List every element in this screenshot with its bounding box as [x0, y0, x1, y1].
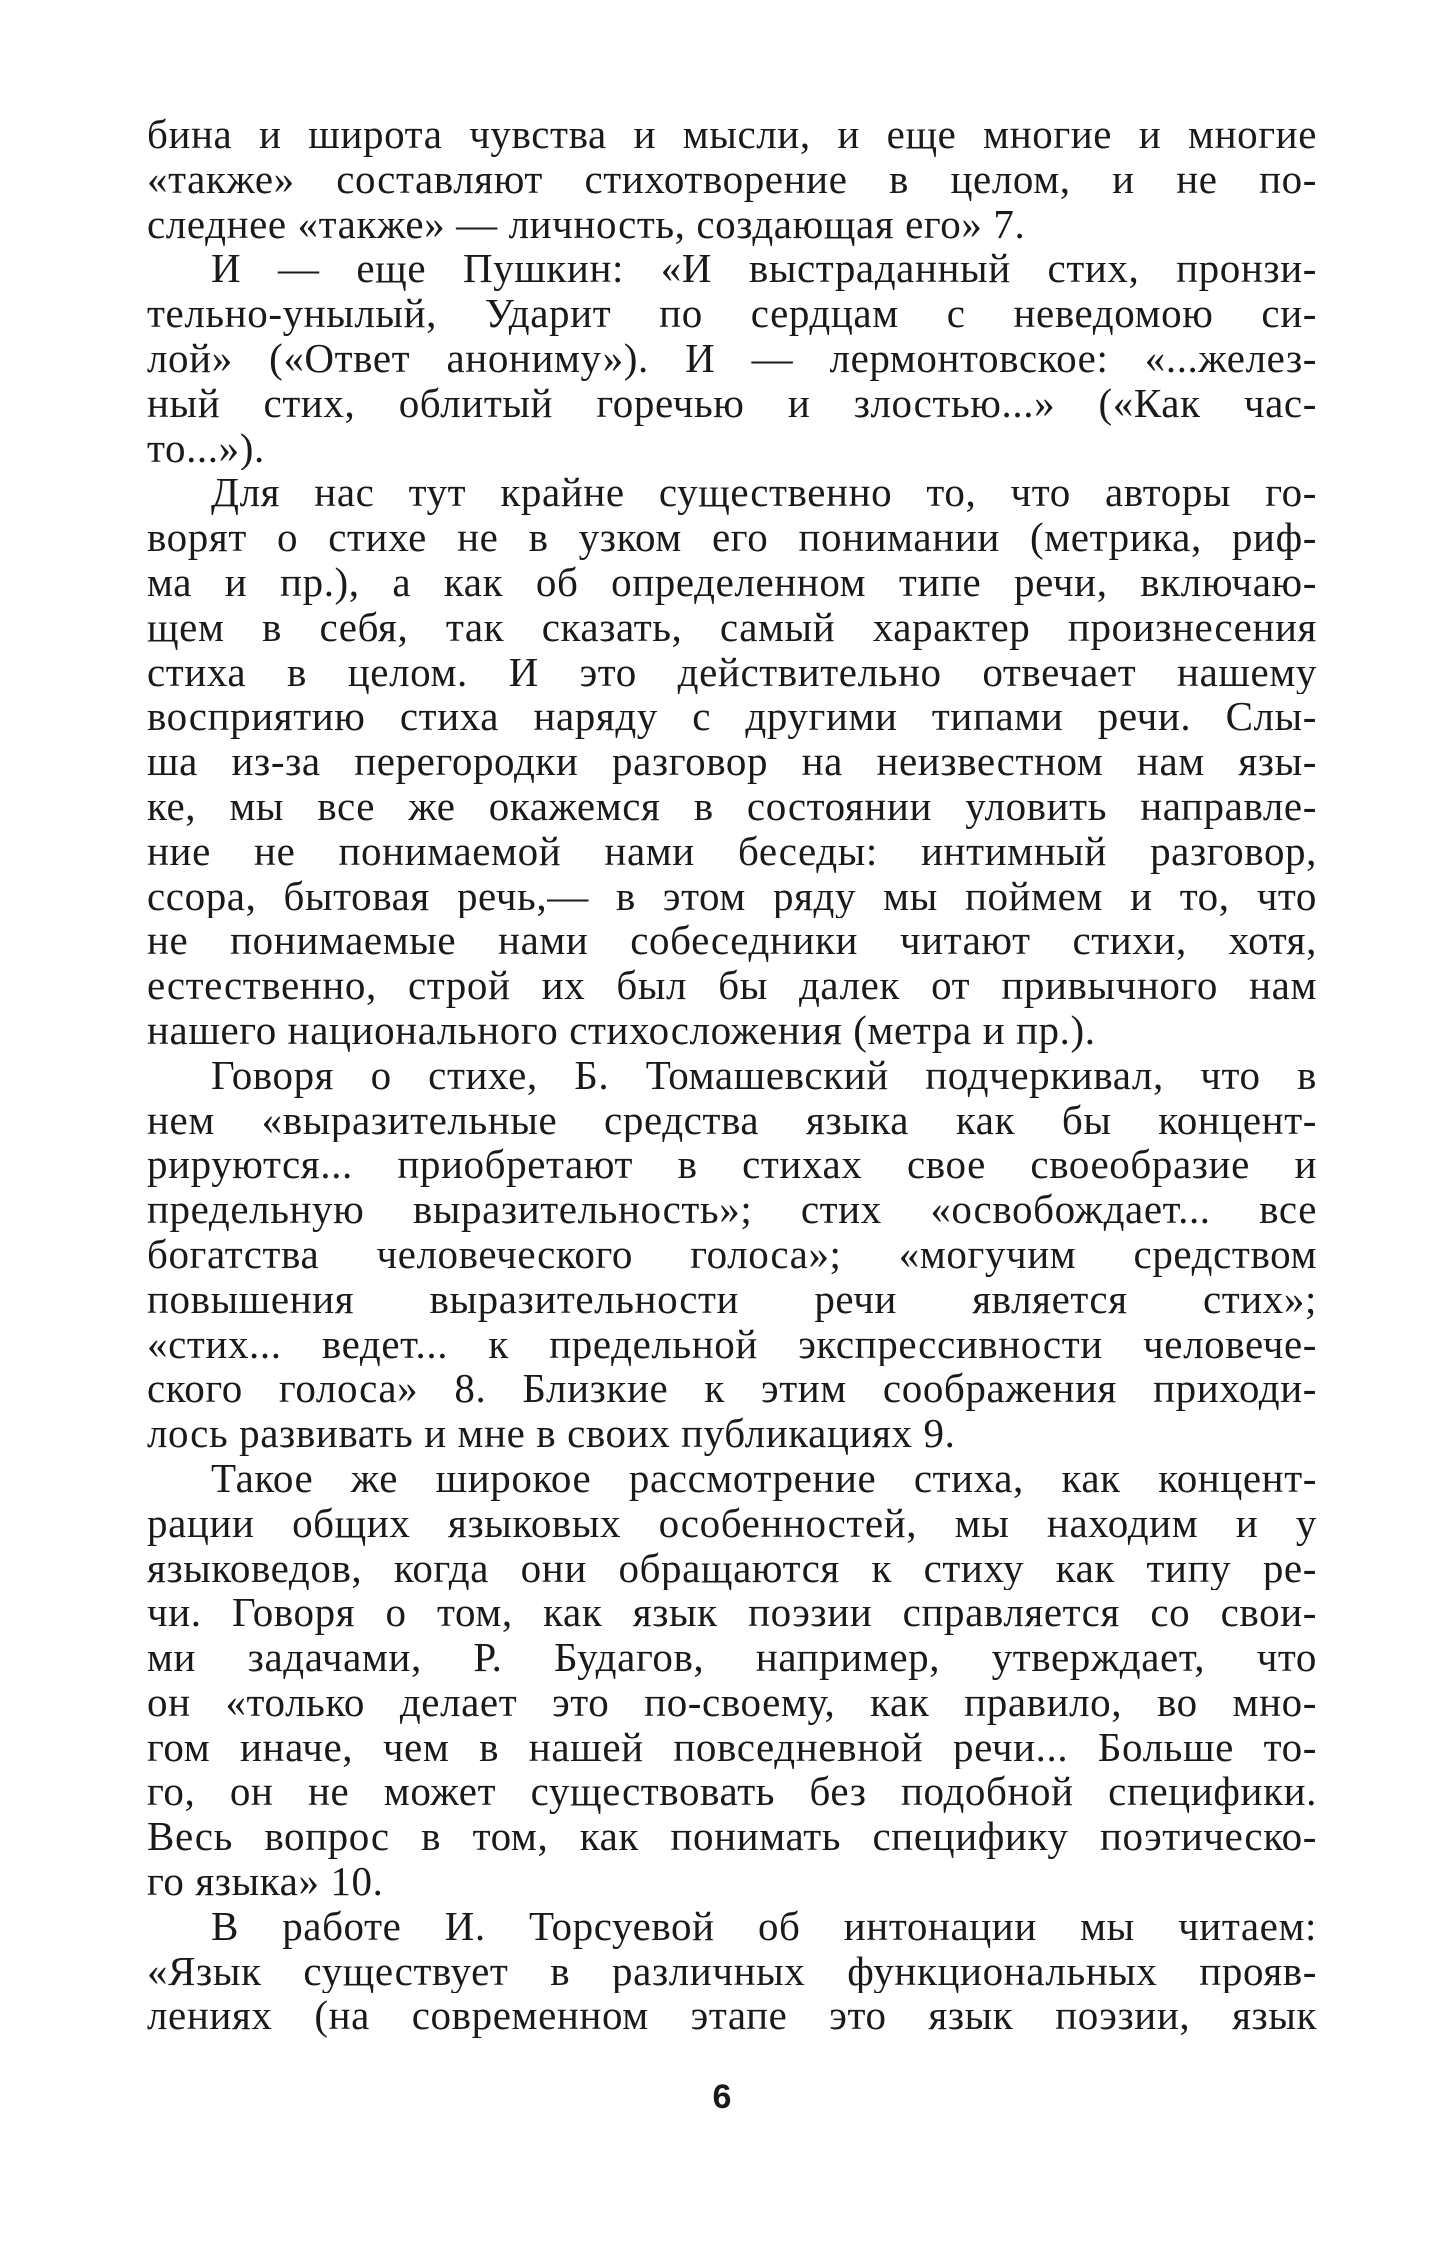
text-line: языковедов, когда они обращаются к стиху как типу ре-	[147, 1545, 1317, 1591]
text-line: то...»).	[147, 425, 265, 471]
text-line: «стих... ведет... к предельной экспрессивности человече-	[147, 1321, 1317, 1367]
text-line: го языка» 10.	[147, 1859, 384, 1904]
text-line: восприятию стиха наряду с другими типами речи. Слы-	[147, 694, 1317, 740]
text-line: богатства человеческого голоса»; «могучим средством	[147, 1231, 1317, 1277]
text-line: ворят о стихе не в узком его понимании (метрика, риф-	[147, 515, 1317, 560]
text-line: ный стих, облитый горечью и злостью...» («Как час-	[147, 380, 1317, 426]
paragraph-3	[147, 470, 1317, 1052]
text-line: ке, мы все же окажемся в состоянии уловить направле-	[147, 783, 1317, 829]
text-line: стиха в целом. И это действительно отвечает нашему	[147, 649, 1317, 695]
text-line: гом иначе, чем в нашей повседневной речи... Больше то-	[147, 1724, 1317, 1770]
text-line: И — еще Пушкин: «И выстраданный стих, пронзи-	[211, 246, 1317, 292]
text-line: ского голоса» 8. Близкие к этим соображения приходи-	[147, 1366, 1317, 1412]
text-line: лениях (на современном этапе это язык поэзии, язык	[147, 1993, 1317, 2039]
text-line: Весь вопрос в том, как понимать специфику поэтическо-	[147, 1814, 1317, 1860]
paragraph-5	[147, 1456, 1317, 1904]
text-line: рируются... приобретают в стихах свое своеобразие и	[147, 1142, 1317, 1188]
text-line: ние не понимаемой нами беседы: интимный разговор,	[147, 828, 1317, 874]
text-line: бина и широта чувства и мысли, и еще многие и многие	[147, 112, 1317, 157]
page-body	[147, 112, 1317, 2038]
page-number: 6	[712, 2078, 733, 2116]
text-line: следнее «также» — личность, создающая его» 7.	[147, 201, 1026, 247]
paragraph-1	[147, 112, 1317, 246]
text-line: нашего национального стихосложения (метра и пр.).	[147, 1007, 1096, 1053]
text-line: ми задачами, Р. Будагов, например, утверждает, что	[147, 1635, 1317, 1680]
text-line: Такое же широкое рассмотрение стиха, как концент-	[211, 1455, 1317, 1501]
text-line: тельно-унылый, Ударит по сердцам с неведомою си-	[147, 291, 1317, 336]
text-line: го, он не может существовать без подобной специфики.	[147, 1769, 1317, 1815]
text-line: ша из-за перегородки разговор на неизвестном нам язы-	[147, 739, 1317, 784]
text-line: лой» («Ответ анониму»). И — лермонтовское: «...желез-	[147, 335, 1317, 381]
text-line: повышения выразительности речи является стих»;	[147, 1276, 1317, 1322]
text-line: щем в себя, так сказать, самый характер произнесения	[147, 604, 1317, 650]
text-line: В работе И. Торсуевой об интонации мы читаем:	[211, 1903, 1317, 1949]
text-line: нем «выразительные средства языка как бы концент-	[147, 1097, 1317, 1143]
text-line: Говоря о стихе, Б. Томашевский подчеркивал, что в	[211, 1052, 1317, 1098]
text-line: лось развивать и мне в своих публикациях 9.	[147, 1411, 956, 1456]
text-line: предельную выразительность»; стих «освобождает... все	[147, 1187, 1317, 1232]
text-line: он «только делает это по-своему, как правило, во мно-	[147, 1679, 1317, 1725]
paragraph-6	[147, 1904, 1317, 2038]
paragraph-4	[147, 1053, 1317, 1456]
text-line: чи. Говоря о том, как язык поэзии справляется со свои-	[147, 1590, 1317, 1636]
text-line: «также» составляют стихотворение в целом, и не по-	[147, 156, 1317, 202]
text-line: рации общих языковых особенностей, мы находим и у	[147, 1500, 1317, 1546]
text-line: естественно, строй их был бы далек от привычного нам	[147, 963, 1317, 1008]
text-line: не понимаемые нами собеседники читают стихи, хотя,	[147, 918, 1317, 964]
text-line: «Язык существует в различных функциональных прояв-	[147, 1948, 1317, 1994]
text-line: Для нас тут крайне существенно то, что авторы го-	[211, 470, 1317, 516]
text-line: ссора, бытовая речь,— в этом ряду мы поймем и то, что	[147, 873, 1317, 919]
paragraph-2	[147, 246, 1317, 470]
text-line: ма и пр.), а как об определенном типе речи, включаю-	[147, 559, 1317, 605]
